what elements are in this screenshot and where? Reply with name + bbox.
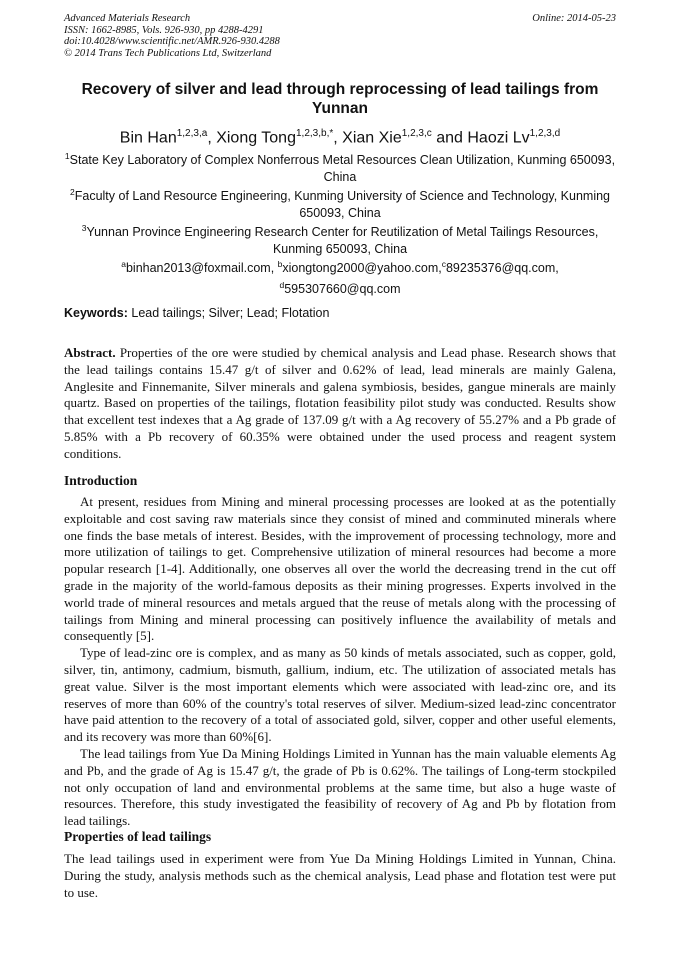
email-separator: , xyxy=(270,261,278,276)
email-marker: d xyxy=(279,279,285,290)
affiliation-2 xyxy=(64,184,616,221)
author-name: Bin Han xyxy=(119,129,177,147)
paper-title: Recovery of silver and lead through reprocessing of lead tailings from Yunnan xyxy=(81,81,599,117)
email-marker: b xyxy=(277,259,283,269)
keywords-text: Lead tailings; Silver; Lead; Flotation xyxy=(131,306,330,320)
copyright-line: © 2014 Trans Tech Publications Ltd, Switzerland xyxy=(64,47,272,59)
affiliation-marker: 1 xyxy=(64,151,70,161)
author-emails xyxy=(64,256,616,297)
affiliation-text: Faculty of Land Resource Engineering, Kunming University of Science and Technology, Kunming 650093, China xyxy=(74,189,610,220)
affiliation-3 xyxy=(64,220,616,257)
author-separator: and xyxy=(431,129,468,147)
affiliation-marker: 3 xyxy=(81,223,87,233)
email-marker: c xyxy=(441,259,446,269)
paragraph: The lead tailings from Yue Da Mining Holdings Limited in Yunnan has the main valuable elements Ag and Pb, and the grade of Ag is 15.47 g/t, the grade of Pb is 0.62%. The tailings of Long-term stockpiled not only occupation of land and environmental problems at the same time, but also a huge waste of resources. Therefore, this study investigated the feasibility of recovery of Ag and Pb by flotation from lead tailings. xyxy=(64,745,616,829)
paragraph: The lead tailings used in experiment were from Yue Da Mining Holdings Limited in Yunnan, China. During the study, analysis methods such as the chemical analysis, Lead phase and flotation test were put to use. xyxy=(64,851,616,900)
online-date: Online: 2014-05-23 xyxy=(532,13,616,24)
email-separator: , xyxy=(438,261,442,276)
introduction-body xyxy=(64,494,616,830)
author-list xyxy=(64,124,616,148)
affiliation-1 xyxy=(64,148,616,185)
author-separator: , xyxy=(207,129,217,147)
abstract-text: Properties of the ore were studied by chemical analysis and Lead phase. Research shows that the lead tailings contains 15.47 g/t of silver and 0.62% of lead, lead minerals are mainly Galena, Anglesite and Finnemanite, Silver minerals and galena symbiosis, besides, gangue minerals are mainly quartz. Based on properties of the tailings, flotation feasibility pilot study was conducted. Results show that excellent test indexes that a Ag grade of 137.09 g/t with a Ag recovery of 55.27% and a Pb grade of 5.85% with a Pb recovery of 60.35% were obtained under the used process and reagent system conditions. xyxy=(64,345,616,461)
author-separator: , xyxy=(333,129,343,147)
paragraph: At present, residues from Mining and mineral processing processes are looked at as the potentially exploitable and cost saving raw materials since they consist of mined and comminuted minerals where one finds the base metals of interest. Besides, with the improvement of processing technology, more and more utilization of tailings to get. Comprehensive utilization of mineral resources had become a more popular research [1-4]. Additionally, one observes all over the world the decreasing trend in the cut off grade in the majority of the world-famous deposits as their mining progresses. Experts involved in the world trade of mineral resources and metals argued that the reuse of metals along with the processing of tailings from Mining and mineral processing can positively influence the availability of metals and consequently [5]. xyxy=(64,494,616,644)
email-address[interactable]: binhan2013@foxmail.com xyxy=(125,261,271,276)
affiliation-text: Yunnan Province Engineering Research Center for Reutilization of Metal Tailings Resources, Kunming 650093, China xyxy=(86,225,599,256)
journal-name: Advanced Materials Research xyxy=(64,13,191,24)
author-affiliation-marker: 1,2,3,c xyxy=(401,128,432,139)
keywords xyxy=(64,305,616,321)
email-address[interactable]: xiongtong2000@yahoo.com xyxy=(282,261,439,276)
keywords-label: Keywords: xyxy=(64,306,128,320)
section-heading-introduction: Introduction xyxy=(64,473,138,488)
abstract-label: Abstract. xyxy=(64,345,116,360)
affiliation-marker: 2 xyxy=(70,187,75,197)
issn-line: ISSN: 1662-8985, Vols. 926-930, pp 4288-4291 xyxy=(64,24,264,36)
email-separator: , xyxy=(555,261,559,276)
doi-line: doi:10.4028/www.scientific.net/AMR.926-930.4288 xyxy=(64,36,280,47)
email-address[interactable]: 89235376@qq.com xyxy=(445,261,556,276)
author-affiliation-marker: 1,2,3,b,* xyxy=(295,128,334,139)
author-affiliation-marker: 1,2,3,d xyxy=(529,128,561,139)
paragraph: Type of lead-zinc ore is complex, and as many as 50 kinds of metals associated, such as copper, gold, silver, tin, antimony, cadmium, bismuth, gallium, indium, etc. The utilization of associated metals has great value. Silver is the most important elements which were associated with lead-zinc ore, and its reserves of more than 60% of the country's total reserves of silver. Medium-sized lead-zinc concentrator have paid attention to the recovery of a total of associated gold, silver, copper and other useful elements, and its recovery was more than 60%[6]. xyxy=(64,645,616,745)
abstract xyxy=(64,345,616,463)
section-heading-properties: Properties of lead tailings xyxy=(64,829,212,844)
affiliation-text: State Key Laboratory of Complex Nonferrous Metal Resources Clean Utilization, Kunming 650093, China xyxy=(69,153,616,184)
author-name: Xian Xie xyxy=(342,129,402,147)
author-name: Xiong Tong xyxy=(216,129,296,147)
properties-body xyxy=(64,851,616,901)
journal-header xyxy=(64,13,616,59)
author-name: Haozi Lv xyxy=(467,129,530,147)
email-marker: a xyxy=(121,259,126,269)
email-address[interactable]: 595307660@qq.com xyxy=(284,281,401,296)
author-affiliation-marker: 1,2,3,a xyxy=(176,128,208,139)
